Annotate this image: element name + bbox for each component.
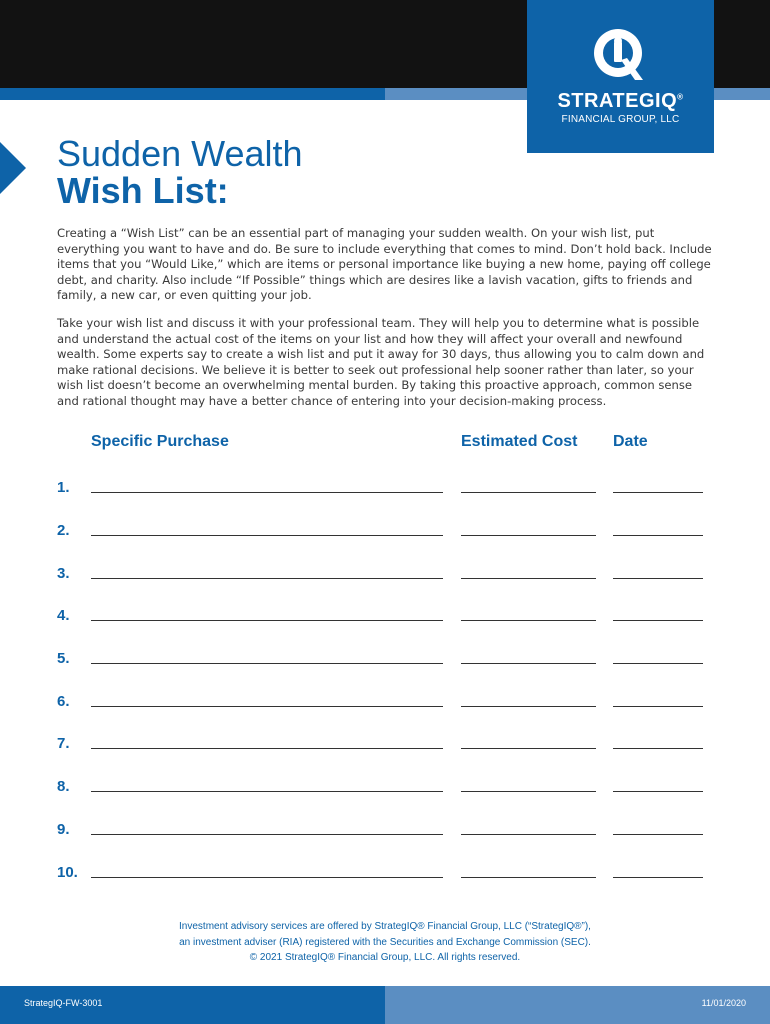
form-date: 11/01/2020 <box>701 998 746 1008</box>
header-estimated-cost: Estimated Cost <box>461 433 578 450</box>
cost-line[interactable] <box>461 663 596 664</box>
purchase-line[interactable] <box>91 706 443 707</box>
disclaimer-line2: an investment adviser (RIA) registered with the Securities and Exchange Commission (SEC). <box>179 936 591 948</box>
cost-line[interactable] <box>461 620 596 621</box>
brand-subtitle: FINANCIAL GROUP, LLC <box>561 114 680 125</box>
list-row <box>0 650 770 680</box>
purchase-line[interactable] <box>91 877 443 878</box>
date-line[interactable] <box>613 748 703 749</box>
purchase-line[interactable] <box>91 535 443 536</box>
row-number: 9. <box>57 821 70 838</box>
date-line[interactable] <box>613 663 703 664</box>
cost-line[interactable] <box>461 834 596 835</box>
header-stripe-dark <box>0 88 385 100</box>
list-row <box>0 735 770 765</box>
date-line[interactable] <box>613 877 703 878</box>
date-line[interactable] <box>613 492 703 493</box>
side-arrow-icon <box>0 142 26 194</box>
row-number: 5. <box>57 650 70 667</box>
list-row <box>0 607 770 637</box>
disclaimer-line1: Investment advisory services are offered by StrategIQ® Financial Group, LLC (“StrategIQ®”), <box>179 921 591 932</box>
cost-line[interactable] <box>461 535 596 536</box>
header-date: Date <box>613 433 648 450</box>
row-number: 2. <box>57 522 70 539</box>
intro-paragraph-1: Creating a “Wish List” can be an essential part of managing your sudden wealth. On your wish list, put everything you want to have and do. Be sure to include everything that comes to mind. Don’t hold back. Include items that you “Would Like,” which are items or personal importance like buying a new home, paying off college debt, and charity. Also include “If Possible” things which are desires like a lavish vacation, gifts to friends and family, a new car, or even quitting your job. <box>57 226 712 303</box>
cost-line[interactable] <box>461 877 596 878</box>
cost-line[interactable] <box>461 492 596 493</box>
disclaimer-line3: © 2021 StrategIQ® Financial Group, LLC. All rights reserved. <box>249 952 521 964</box>
cost-line[interactable] <box>461 578 596 579</box>
intro-paragraph-2: Take your wish list and discuss it with your professional team. They will help you to determine what is possible and understand the actual cost of the items on your list and how they will affect your overall and newfound wealth. Some experts say to create a wish list and put it away for 30 days, thus allowing you to calm down and make rational decisions. We believe it is better to seek out professional help sooner rather than later, so your wish list doesn’t become an overwhelming mental burden. By taking this proactive approach, common sense and rational thought may have a better chance of entering into your decision-making process. <box>57 316 705 408</box>
disclaimer <box>0 919 770 966</box>
row-number: 1. <box>57 479 70 496</box>
date-line[interactable] <box>613 535 703 536</box>
list-row <box>0 565 770 595</box>
header-specific-purchase: Specific Purchase <box>91 433 229 450</box>
cost-line[interactable] <box>461 791 596 792</box>
page-title-line1: Sudden Wealth <box>57 133 303 174</box>
purchase-line[interactable] <box>91 578 443 579</box>
brand-name: STRATEGIQ® <box>557 90 684 112</box>
cost-line[interactable] <box>461 706 596 707</box>
row-number: 8. <box>57 778 70 795</box>
purchase-line[interactable] <box>91 748 443 749</box>
form-code: StrategIQ-FW-3001 <box>24 998 103 1008</box>
date-line[interactable] <box>613 578 703 579</box>
date-line[interactable] <box>613 706 703 707</box>
purchase-line[interactable] <box>91 620 443 621</box>
list-row <box>0 479 770 509</box>
purchase-line[interactable] <box>91 834 443 835</box>
strategiq-logo-icon <box>591 26 647 86</box>
row-number: 10. <box>57 864 78 881</box>
row-number: 7. <box>57 735 70 752</box>
purchase-line[interactable] <box>91 492 443 493</box>
page-title-line2: Wish List: <box>57 170 229 211</box>
row-number: 6. <box>57 693 70 710</box>
row-number: 3. <box>57 565 70 582</box>
list-row <box>0 864 770 894</box>
date-line[interactable] <box>613 791 703 792</box>
list-row <box>0 693 770 723</box>
logo <box>527 0 714 153</box>
cost-line[interactable] <box>461 748 596 749</box>
date-line[interactable] <box>613 834 703 835</box>
purchase-line[interactable] <box>91 663 443 664</box>
date-line[interactable] <box>613 620 703 621</box>
row-number: 4. <box>57 607 70 624</box>
list-row <box>0 778 770 808</box>
list-row <box>0 821 770 851</box>
list-row <box>0 522 770 552</box>
purchase-line[interactable] <box>91 791 443 792</box>
